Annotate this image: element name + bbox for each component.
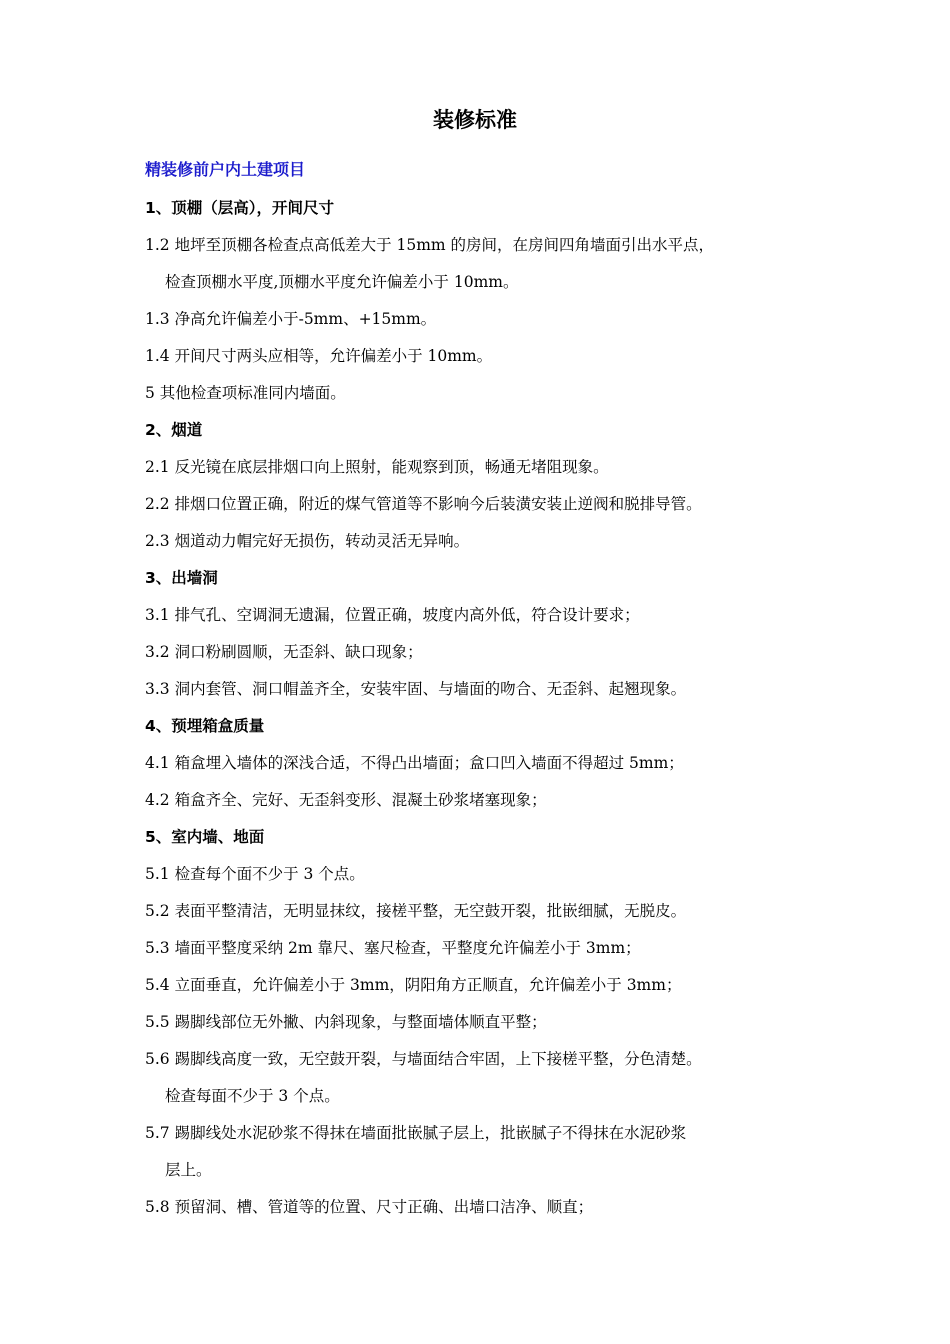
text-line: 4.1 箱盒埋入墙体的深浅合适，不得凸出墙面；盒口凹入墙面不得超过 5mm； <box>145 754 684 772</box>
text-line: 5.2 表面平整清洁，无明显抹纹，接槎平整，无空鼓开裂，批嵌细腻，无脱皮。 <box>145 902 687 920</box>
section-heading: 1、顶棚（层高），开间尺寸 <box>145 199 335 217</box>
document-body <box>145 190 825 1226</box>
section-heading: 2、烟道 <box>145 421 203 439</box>
text-line: 5.4 立面垂直，允许偏差小于 3mm，阴阳角方正顺直，允许偏差小于 3mm； <box>145 976 682 994</box>
text-line: 5.6 踢脚线高度一致，无空鼓开裂，与墙面结合牢固，上下接槎平整，分色清楚。 <box>145 1050 702 1068</box>
text-line: 层上。 <box>165 1161 212 1179</box>
text-line: 3.3 洞内套管、洞口帽盖齐全，安装牢固、与墙面的吻合、无歪斜、起翘现象。 <box>145 680 687 698</box>
section-heading: 4、预埋箱盒质量 <box>145 717 265 735</box>
text-line: 5.5 踢脚线部位无外撇、内斜现象，与整面墙体顺直平整； <box>145 1013 547 1031</box>
section-heading: 3、出墙洞 <box>145 569 218 587</box>
text-line: 1.2 地坪至顶棚各检查点高低差大于 15mm 的房间，在房间四角墙面引出水平点， <box>145 236 715 254</box>
section-subtitle: 精装修前户内土建项目 <box>145 160 306 179</box>
text-line: 2.3 烟道动力帽完好无损伤，转动灵活无异响。 <box>145 532 470 550</box>
text-line: 5.8 预留洞、槽、管道等的位置、尺寸正确、出墙口洁净、顺直； <box>145 1198 594 1216</box>
text-line: 2.1 反光镜在底层排烟口向上照射，能观察到顶，畅通无堵阻现象。 <box>145 458 609 476</box>
text-line: 1.4 开间尺寸两头应相等，允许偏差小于 10mm。 <box>145 347 493 365</box>
text-line: 3.2 洞口粉刷圆顺，无歪斜、缺口现象； <box>145 643 423 661</box>
text-line: 检查顶棚水平度,顶棚水平度允许偏差小于 10mm。 <box>165 273 519 291</box>
text-line: 5.7 踢脚线处水泥砂浆不得抹在墙面批嵌腻子层上，批嵌腻子不得抹在水泥砂浆 <box>145 1124 687 1142</box>
text-line: 检查每面不少于 3 个点。 <box>165 1087 340 1105</box>
text-line: 5.3 墙面平整度采纳 2m 靠尺、塞尺检查，平整度允许偏差小于 3mm； <box>145 939 641 957</box>
text-line: 2.2 排烟口位置正确，附近的煤气管道等不影响今后装潢安装止逆阀和脱排导管。 <box>145 495 702 513</box>
section-heading: 5、室内墙、地面 <box>145 828 265 846</box>
text-line: 4.2 箱盒齐全、完好、无歪斜变形、混凝土砂浆堵塞现象； <box>145 791 547 809</box>
text-line: 5.1 检查每个面不少于 3 个点。 <box>145 865 365 883</box>
text-line: 1.3 净高允许偏差小于-5mm、+15mm。 <box>145 310 437 328</box>
text-line: 5 其他检查项标准同内墙面。 <box>145 384 346 402</box>
text-line: 3.1 排气孔、空调洞无遗漏，位置正确，坡度内高外低，符合设计要求； <box>145 606 640 624</box>
document-title: 装修标准 <box>433 108 517 132</box>
